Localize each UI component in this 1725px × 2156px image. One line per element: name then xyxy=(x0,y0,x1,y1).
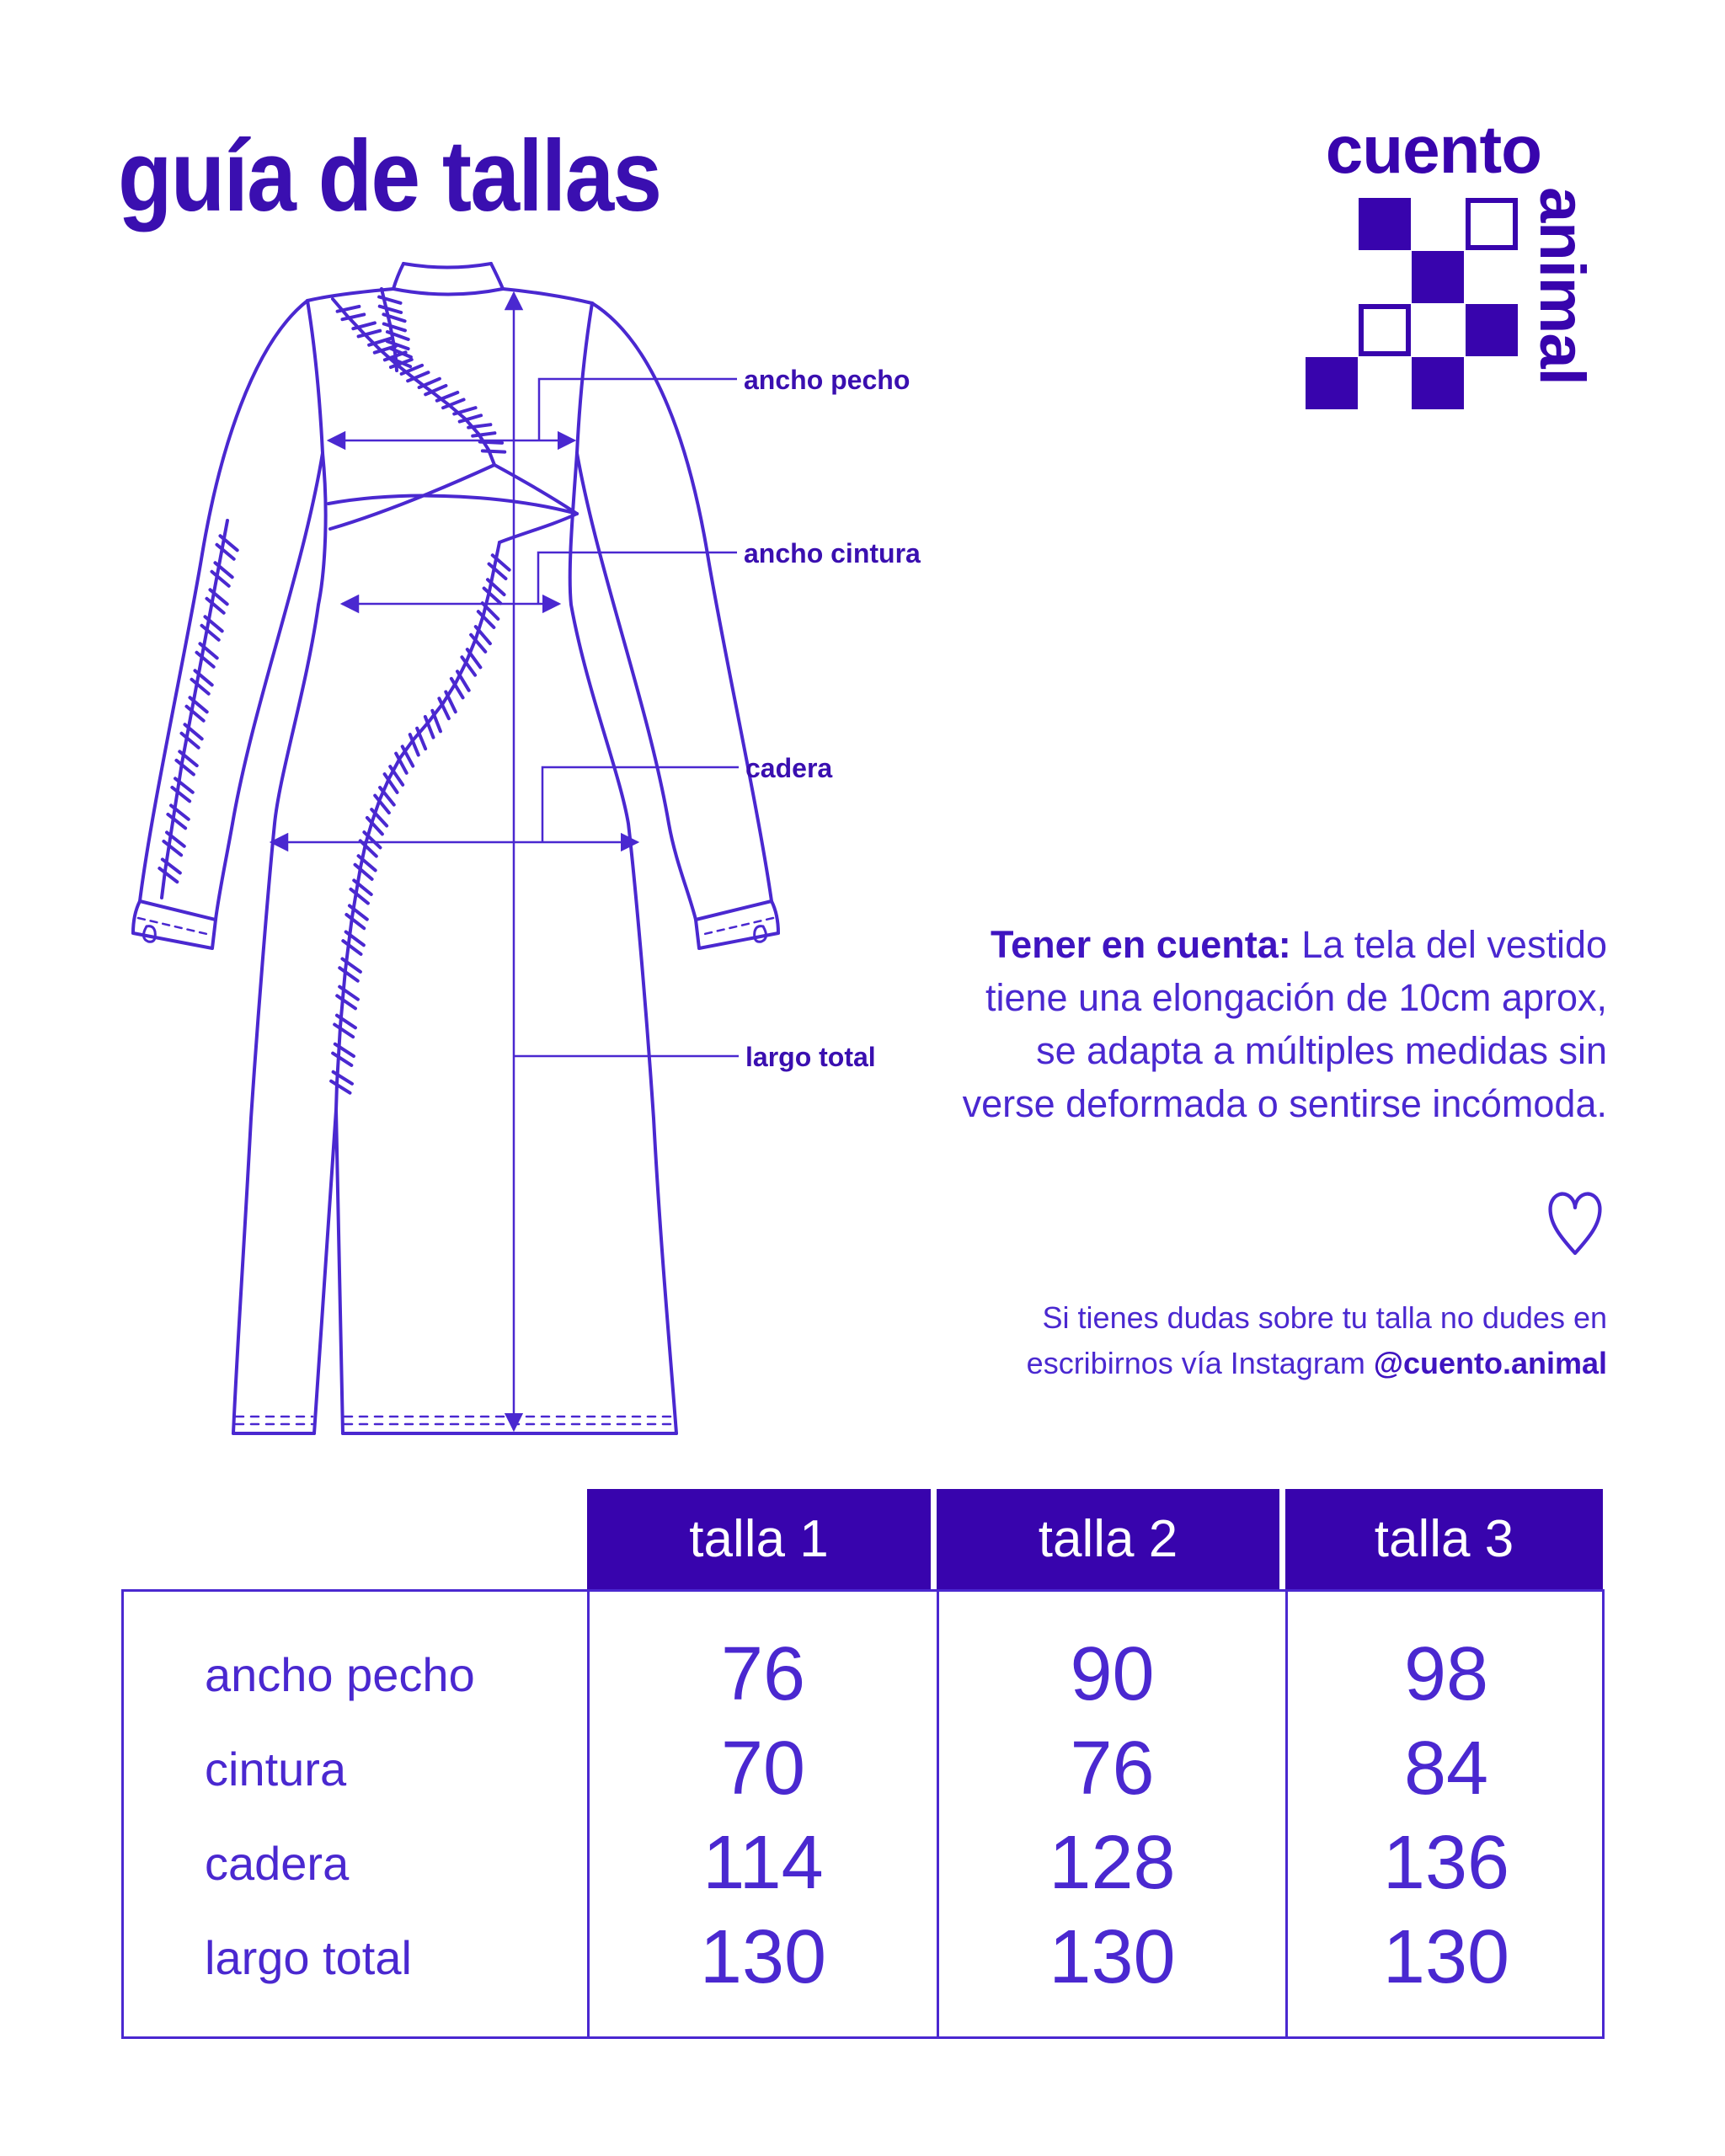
cell-value: 76 xyxy=(1070,1726,1155,1811)
cell-value: 90 xyxy=(1070,1631,1155,1716)
chest-measure-label: ancho pecho xyxy=(744,365,911,395)
heart-icon xyxy=(1543,1179,1607,1263)
cell-value: 130 xyxy=(699,1914,827,1999)
cell-value: 70 xyxy=(720,1726,806,1811)
logo-square-filled xyxy=(1466,304,1518,356)
table-row xyxy=(124,1627,1602,1721)
fabric-note-text: La tela del vestido tiene una elongación de 10cm aprox, se adapta a múltiples medidas sin verse deformada o sentirse incómoda. xyxy=(962,923,1607,1125)
cell-value: 114 xyxy=(702,1820,824,1905)
table-row xyxy=(124,1721,1602,1816)
table-row xyxy=(124,1816,1602,1910)
logo-square-filled xyxy=(1306,357,1358,409)
brand-wordmark-vertical: animal xyxy=(1526,187,1598,385)
row-label: cintura xyxy=(205,1742,347,1796)
cell-value: 130 xyxy=(1049,1914,1176,1999)
fabric-note xyxy=(950,918,1607,1130)
stitch-seams xyxy=(162,289,499,1110)
logo-square-outlined xyxy=(1466,198,1518,250)
dress-diagram xyxy=(118,234,960,1455)
table-row xyxy=(124,1910,1602,2004)
contact-line1: Si tienes dudas sobre tu talla no dudes en xyxy=(1042,1300,1607,1335)
size-column-header: talla 2 xyxy=(937,1489,1279,1589)
size-table xyxy=(121,1589,1605,2039)
fabric-note-lead: Tener en cuenta: xyxy=(990,923,1291,966)
logo-square-filled xyxy=(1412,251,1464,303)
contact-block xyxy=(1027,1295,1607,1386)
brand-wordmark: cuento xyxy=(1325,112,1541,187)
cell-value: 76 xyxy=(720,1631,806,1716)
cell-value: 84 xyxy=(1403,1726,1489,1811)
page-title: guía de tallas xyxy=(118,120,661,232)
size-column-header: talla 1 xyxy=(587,1489,931,1589)
row-label: ancho pecho xyxy=(205,1647,475,1701)
cell-value: 136 xyxy=(1382,1820,1510,1905)
row-label: largo total xyxy=(205,1930,412,1984)
dress-outline xyxy=(133,264,778,1433)
logo-square-filled xyxy=(1412,357,1464,409)
hip-measure-label: cadera xyxy=(745,753,833,783)
measurement-lines xyxy=(271,293,739,1430)
size-column-header: talla 3 xyxy=(1285,1489,1603,1589)
contact-line2-text: escribirnos vía Instagram xyxy=(1026,1346,1365,1380)
instagram-handle: @cuento.animal xyxy=(1373,1346,1607,1380)
cell-value: 130 xyxy=(1382,1914,1510,1999)
waist-measure-label: ancho cintura xyxy=(744,538,921,568)
brand-logo-icon xyxy=(1306,198,1519,411)
row-label: cadera xyxy=(205,1836,350,1890)
logo-square-outlined xyxy=(1359,304,1411,356)
length-measure-label: largo total xyxy=(745,1042,876,1072)
logo-square-filled xyxy=(1359,198,1411,250)
cell-value: 98 xyxy=(1403,1631,1489,1716)
cell-value: 128 xyxy=(1049,1820,1176,1905)
contact-line2 xyxy=(1027,1341,1607,1386)
